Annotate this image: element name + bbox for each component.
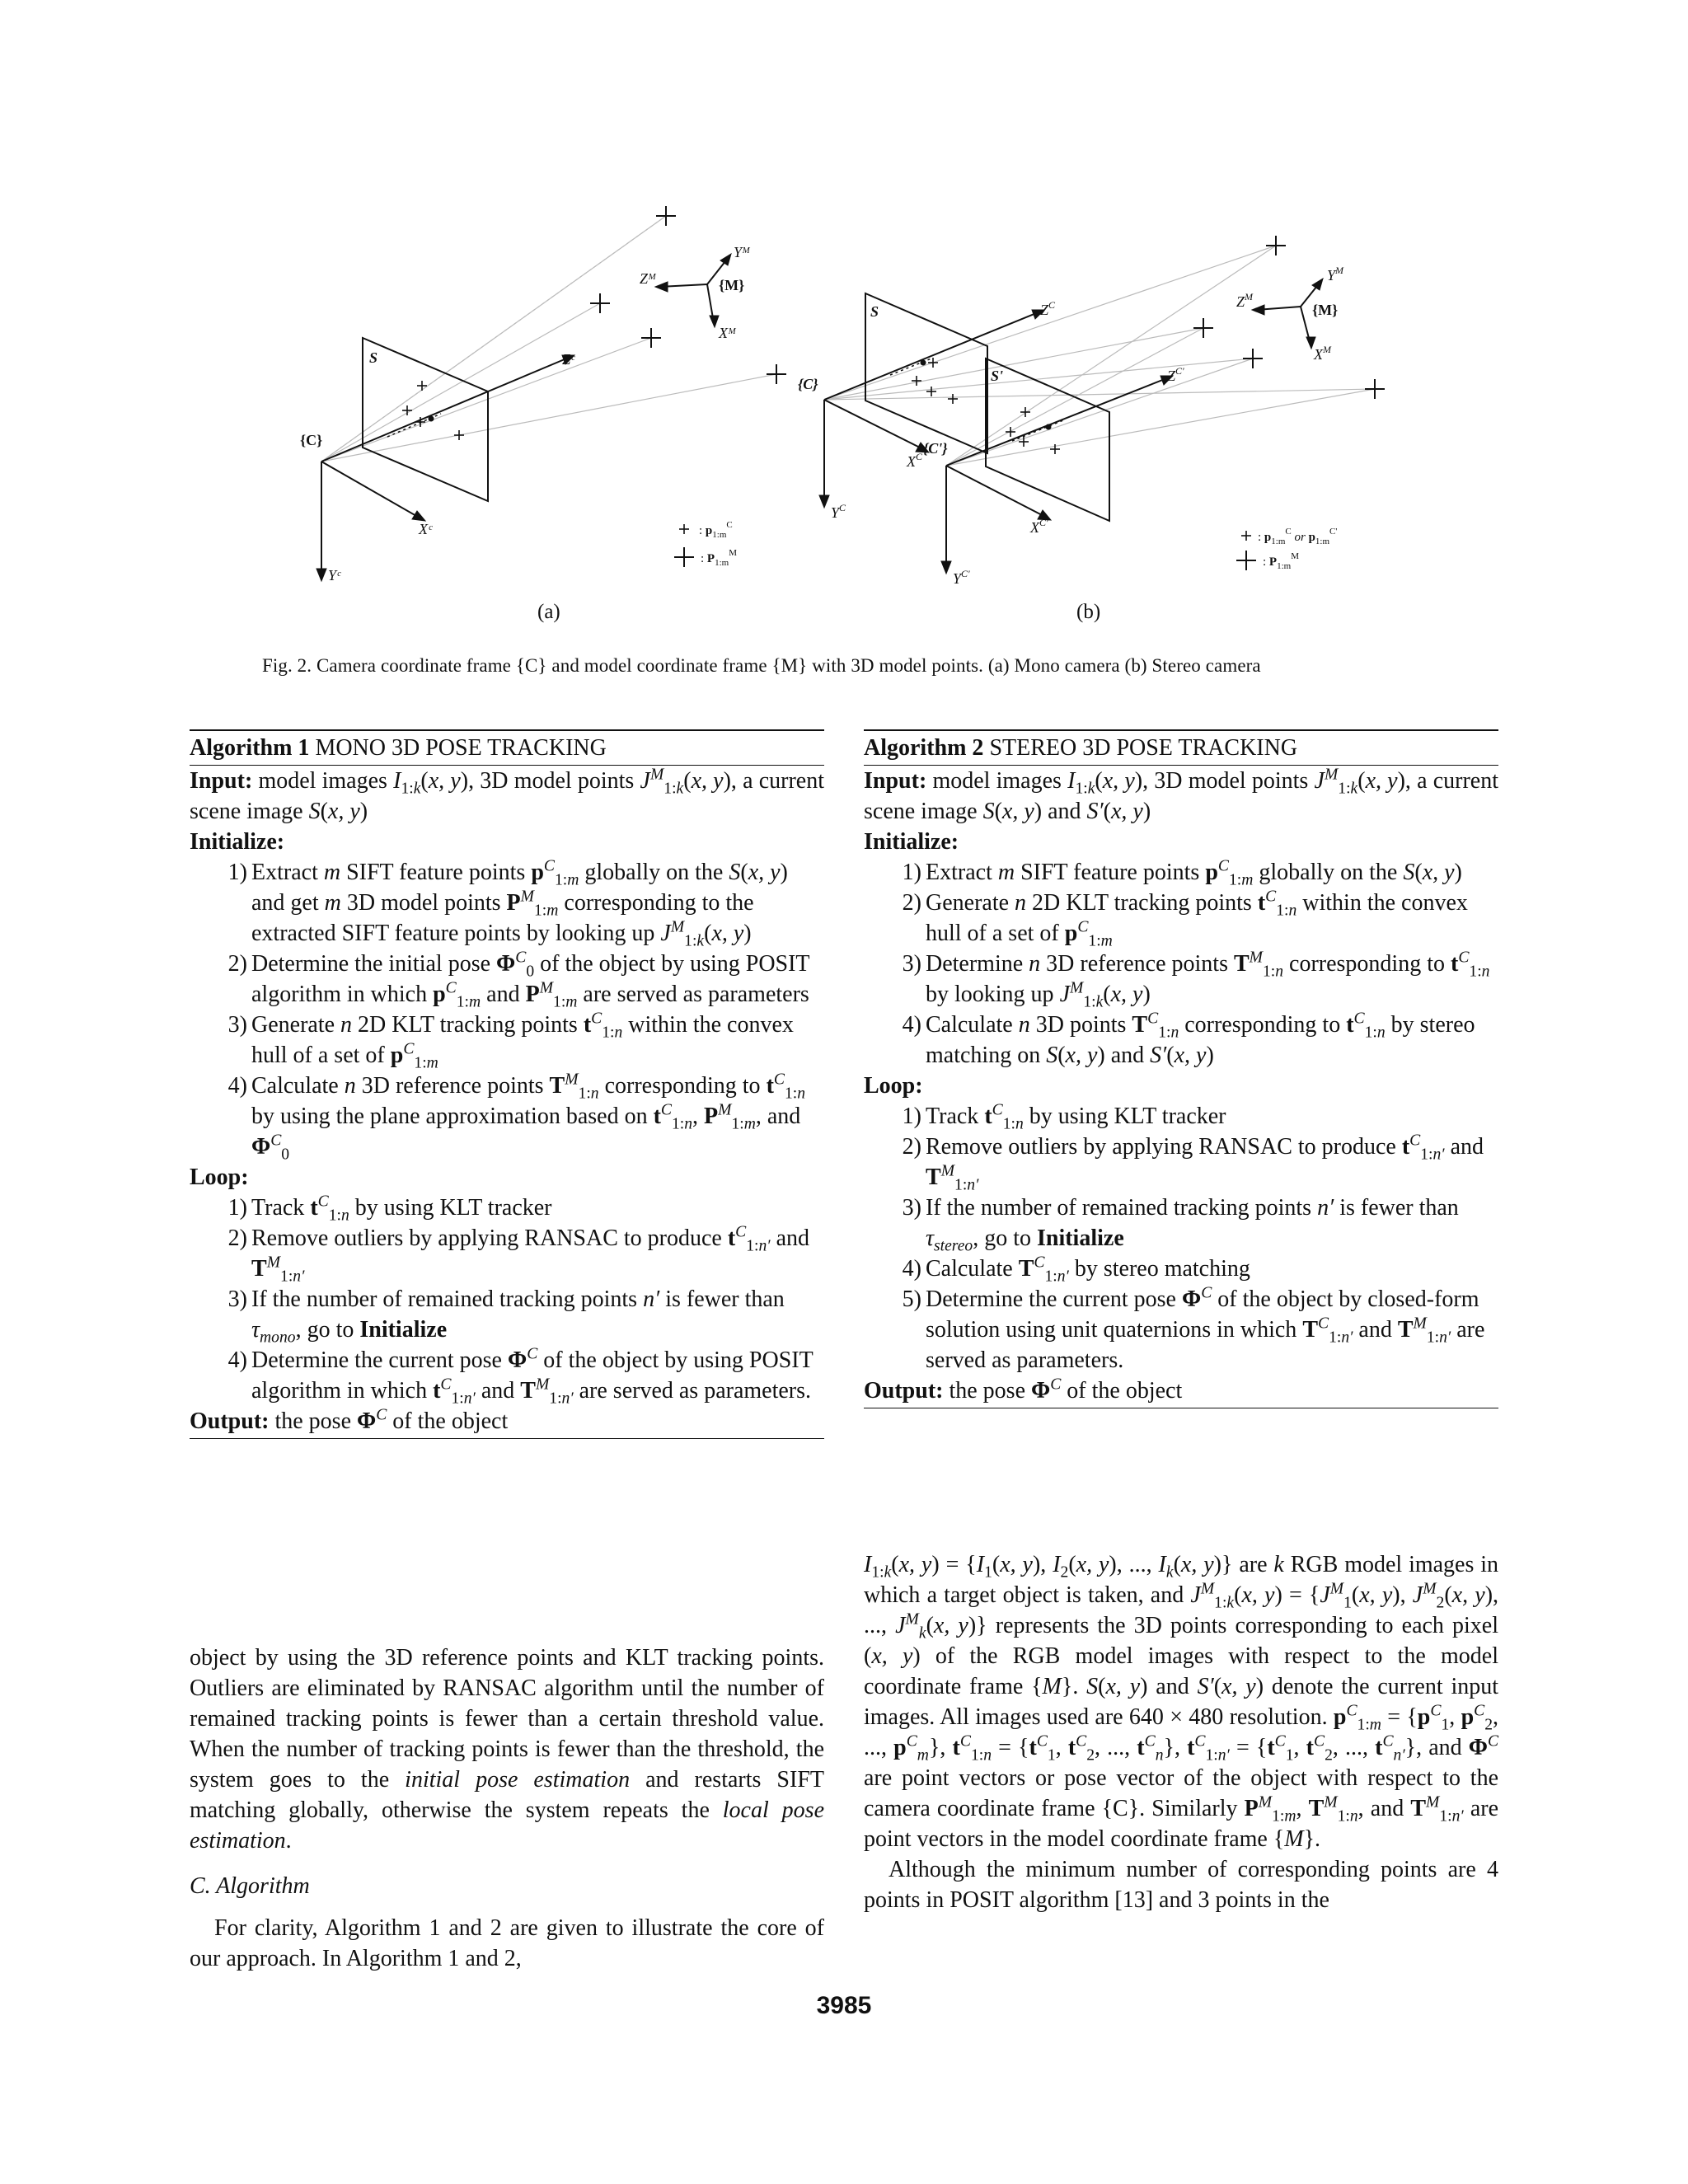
list-item: 4) Calculate n 3D reference points $T^M_{1:n}$ corresponding to $t^C_{1:n}$ by using the plane approximation based on $t^C_{1:n}$, $P^M_{1:m}$, and $\Phi^C_0$ [227,1071,806,1164]
list-item: 5) Determine the current pose $\Phi^C$ of the object by closed-form solution using unit quaternions in which $T^C_{1:n'}$ and $T^M_{1:n'}$ are served as parameters. [902,1284,1485,1373]
list-item: 1) Track $t^C_{1:n}$ by using KLT tracker [902,1101,1226,1133]
axis-xc-label-a: Xᶜ [419,521,432,537]
axis-xm-label-a: Xᴹ [719,325,737,341]
plane-s-prime-label-b: S' [991,368,1004,384]
algorithm-1-loop-steps [190,1193,824,1406]
list-item: 2) Remove outliers by applying RANSAC to produce $t^C_{1:n'}$ and $T^M_{1:n'}$ [227,1223,810,1286]
algorithm-2-initialize-label: Initialize: [864,829,959,855]
list-item: 1) Extract m SIFT feature points $p^C_{1:m}$ globally on the S(x, y) [902,857,1462,889]
algorithm-2-loop-label: Loop: [864,1073,923,1099]
algorithm-1 [190,729,824,1439]
list-item: 4) Calculate $T^C_{1:n'}$ by stereo matching [902,1254,1250,1286]
legend-big-a: : $P_{1:m}^M$ [701,548,737,568]
algorithm-2 [864,729,1498,1408]
panel-a-label: (a) [537,601,560,623]
panel-b [819,236,1385,574]
paragraph: For clarity, Algorithm 1 and 2 are given to illustrate the core of our approach. In Algorithm 1 and 2, [190,1915,824,1971]
list-item: 3) If the number of remained tracking points n′ is fewer than $\tau_{stereo}$, go to Initialize [902,1195,1459,1255]
axis-yc-prime-label-b: $Y^{C'}$ [953,568,970,587]
section-heading: C. Algorithm [190,1873,310,1899]
legend-small-b: : $p_{1:m}^C$ or $p_{1:m}^{C'}$ [1258,527,1338,546]
algorithm-1-output: Output: the pose $\Phi^C$ of the object [190,1406,509,1434]
legend-small-a: : $p_{1:m}^C$ [699,520,733,540]
list-item: 2) Remove outliers by applying RANSAC to produce $t^C_{1:n'}$ and $T^M_{1:n'}$ [902,1132,1484,1194]
legend-big-b: : $P_{1:m}^M$ [1263,551,1299,571]
algorithm-2-loop-steps [864,1101,1498,1376]
list-item: 2) Generate n 2D KLT tracking points $t^C_{1:n}$ within the convex hull of a set of $p^C_{1:m}$ [902,888,1468,950]
right-column-text [864,1549,1498,1915]
algorithm-1-initialize-label: Initialize: [190,829,285,855]
list-item: 4) Determine the current pose $\Phi^C$ of the object by using POSIT algorithm in which $t^C_{1:n'}$ and $T^M_{1:n'}$ are served as parameters. [227,1345,814,1408]
axis-ym-label-b: $Y^M$ [1327,265,1344,284]
axis-xc-prime-label-b: $X^{C'}$ [1030,517,1048,536]
paragraph: object by using the 3D reference points and KLT tracking points. Outliers are eliminated by RANSAC algorithm until the number of remained tracking points is fewer than a certain threshold value. When the number of tracking points is fewer than the threshold, the system goes to the initial pose estimation and restarts SIFT matching globally, otherwise the system repeats the local pose estimation. [190,1645,825,1854]
axis-xm-label-b: $X^M$ [1314,344,1331,363]
frame-m-label-a: {M} [719,277,745,293]
axis-yc-label-a: Yᶜ [328,567,340,583]
algorithm-2-input: Input: model images $I_{1:k}(x$, y), 3D model points $J^M_{1:k}(x$, y), a current scene image S(x, y) and S′(x, y) [864,766,1499,824]
frame-c-label-a: {C} [300,432,323,448]
axis-ym-label-a: Yᴹ [734,244,751,260]
algorithm-1-init-steps [190,857,824,1162]
algorithm-1-input: Input: model images $I_{1:k}(x$, y), 3D model points $J^M_{1:k}(x$, y), a current scene image S(x, y) [190,766,825,824]
list-item: 2) Determine the initial pose $\Phi^C_0$ of the object by using POSIT algorithm in which $p^C_{1:m}$ and $P^M_{1:m}$ are served as parameters [227,949,810,1011]
axis-zc-label-b: $Z^C$ [1040,299,1056,318]
page-number: 3985 [816,1992,872,2019]
algorithm-1-title: Algorithm 1 MONO 3D POSE TRACKING [190,731,824,766]
algorithm-2-output: Output: the pose $\Phi^C$ of the object [864,1376,1183,1404]
frame-m-label-b: {M} [1312,302,1339,318]
algorithm-2-init-steps [864,857,1498,1071]
list-item: 1) Extract m SIFT feature points $p^C_{1:m}$ globally on the S(x, y) and get m 3D model points $P^M_{1:m}$ corresponding to the extracted SIFT feature points by looking up $J^M_{1:k}(x$, y) [227,857,788,950]
paragraph: Although the minimum number of corresponding points are 4 points in POSIT algorithm [13] and 3 points in the [864,1857,1498,1913]
plane-s-label-a: S [369,349,378,366]
list-item: 3) Determine n 3D reference points $T^M_{1:n}$ corresponding to $t^C_{1:n}$ by looking up $J^M_{1:k}(x$, y) [902,949,1490,1011]
left-column-text [190,1643,824,1974]
algorithm-2-title: Algorithm 2 STEREO 3D POSE TRACKING [864,731,1498,766]
plane-s-label-b: S [870,303,879,320]
figure-caption: Fig. 2. Camera coordinate frame {C} and model coordinate frame {M} with 3D model points. (a) Mono camera (b) Stereo camera [262,655,1261,676]
panel-b-label: (b) [1076,601,1101,623]
axis-yc-label-b: $Y^C$ [831,502,846,521]
frame-c-label-b: {C} [798,376,818,392]
panel-a [316,206,786,581]
list-item: 3) Generate n 2D KLT tracking points $t^C_{1:n}$ within the convex hull of a set of $p^C_{1:m}$ [227,1010,794,1072]
axis-xc-label-b: $X^C$ [907,451,923,470]
list-item: 4) Calculate n 3D points $T^C_{1:n}$ corresponding to $t^C_{1:n}$ by stereo matching on S(x, y) and S′(x, y) [902,1010,1475,1068]
figure-2-diagram [0,0,1688,643]
axis-zm-label-a: Zᴹ [640,270,657,287]
algorithm-1-loop-label: Loop: [190,1165,249,1190]
axis-zc-prime-label-b: $Z^{C'}$ [1167,365,1184,384]
axis-zm-label-b: $Z^M$ [1236,291,1254,310]
frame-c-prime-label-b: {C'} [923,440,948,457]
list-item: 3) If the number of remained tracking points n′ is fewer than $\tau_{mono}$, go to Initialize [227,1286,785,1347]
paragraph: $I_{1:k}(x$, $y) = \{I_1(x$, y), $I_2(x$, y), ..., $I_k(x$, y)} are k RGB model images in which a target object is taken, and $J^M_{1:k}(x$, $y) = \{J^M_1(x$, y), $J^M_2(x$, y), ..., $J^M_k(x$, y)} represents the 3D points corresponding to each pixel (x, y) of the RGB model images with respect to the model coordinate frame {M}. S(x, y) and S′(x, y) denote the current input images. All images used are 640 × 480 resolution. $p^C_{1:m} = \{p^C_1$, $p^C_2$, ..., $p^C_m$}, $t^C_{1:n} = \{t^C_1$, $t^C_2$, ..., $t^C_n$}, $t^C_{1:n'} = \{t^C_1$, $t^C_2$, ..., $t^C_{n'}$}, and $\Phi^C$ are point vectors or pose vector of the object with respect to the camera coordinate frame {C}. Similarly $P^M_{1:m}$, $T^M_{1:n}$, and $T^M_{1:n'}$ are point vectors in the model coordinate frame {M}. [864,1552,1499,1852]
axis-zc-label-a: Zᶜ [562,351,574,368]
list-item: 1) Track $t^C_{1:n}$ by using KLT tracker [227,1193,552,1225]
